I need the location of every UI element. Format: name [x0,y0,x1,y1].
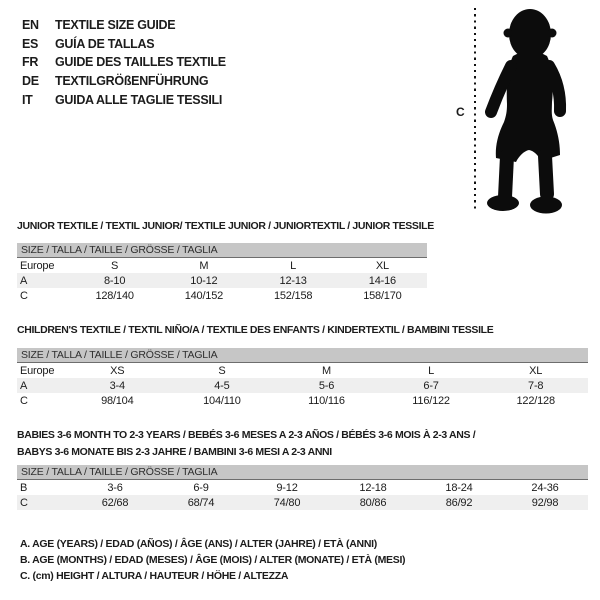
size-value-cell: 86/92 [416,495,502,510]
size-value-cell: 3-4 [65,378,170,393]
babies-size-table [17,465,588,510]
height-label-c: C [456,105,465,119]
size-value-cell: 158/170 [363,289,402,302]
row-label-cell: Europe [20,364,55,377]
language-code: DE [22,74,39,89]
table-row-europe [17,363,588,379]
table-title: BABIES 3-6 MONTH TO 2-3 YEARS / BEBÉS 3-6 MESES A 2-3 AÑOS / BÉBÉS 3-6 MOIS À 2-3 ANS / [17,429,476,441]
language-row-en [22,16,226,35]
size-value-cell: 92/98 [502,495,588,510]
row-label-cell: B [20,481,28,494]
size-value-cell: XL [529,364,543,377]
size-value-cell: 4-5 [170,378,275,393]
language-title: GUÍA DE TALLAS [55,36,155,51]
language-code: FR [22,55,39,70]
size-value-cell: 6-7 [379,378,484,393]
size-value-cell: 140/152 [184,289,224,302]
footnote-b: B. AGE (MONTHS) / EDAD (MESES) / ÂGE (MOIS) / ALTER (MONATE) / ETÀ (MESI) [20,553,406,566]
size-table-junior [17,218,434,303]
height-dotted-line [474,8,476,210]
language-row-fr [22,53,226,72]
language-row-es [22,35,226,54]
table-row-age [17,273,427,288]
size-value-cell: M [322,364,331,377]
baby-silhouette-icon [480,4,600,214]
size-value-cell: S [218,364,226,377]
size-value-cell: L [428,364,435,377]
table-row-height [17,495,588,510]
row-label-cell: C [20,289,28,302]
size-value-cell: 80/86 [330,495,416,510]
size-value-cell: 116/122 [412,394,450,407]
language-title: GUIDE DES TAILLES TEXTILE [55,55,226,70]
size-value-cell: 110/116 [308,394,345,407]
size-value-cell: 104/110 [203,394,241,407]
size-value-cell: 12-13 [249,273,338,288]
size-value-cell: XL [375,259,389,272]
size-value-cell: L [290,259,297,272]
size-value-cell: 8-10 [70,273,159,288]
row-label-cell: Europe [20,259,55,272]
language-title: TEXTILGRÖßENFÜHRUNG [55,74,209,89]
table-row-europe [17,258,427,274]
size-value-cell: 24-36 [531,481,559,494]
size-table-babies [17,427,588,510]
table-row-age [17,378,588,393]
footnote-c: C. (cm) HEIGHT / ALTURA / HAUTEUR / HÖHE / ALTEZZA [20,569,289,582]
language-row-de [22,72,226,91]
language-code: IT [22,92,33,107]
size-value-cell: 62/68 [72,495,158,510]
table-title: JUNIOR TEXTILE / TEXTIL JUNIOR/ TEXTILE JUNIOR / JUNIORTEXTIL / JUNIOR TESSILE [17,220,434,232]
size-value-cell: 68/74 [158,495,244,510]
size-value-cell: 152/158 [273,289,313,302]
language-title: TEXTILE SIZE GUIDE [55,18,176,33]
size-value-cell: 128/140 [95,289,134,302]
size-value-cell: S [111,259,119,272]
language-code: ES [22,36,39,51]
footnotes [20,537,405,584]
size-value-cell: 98/104 [101,394,134,407]
row-label-cell: A [17,273,70,288]
footnote-a: A. AGE (YEARS) / EDAD (AÑOS) / ÂGE (ANS) / ALTER (JAHRE) / ETÀ (ANNI) [20,538,377,550]
size-header-bar: SIZE / TALLA / TAILLE / GRÖSSE / TAGLIA [17,348,588,363]
row-label-cell: C [20,394,28,407]
size-value-cell: 18-24 [445,481,473,494]
language-list [22,16,226,109]
size-value-cell: 7-8 [483,378,588,393]
size-value-cell: 10-12 [159,273,248,288]
row-label-cell: C [17,495,72,510]
language-row-it [22,90,226,109]
size-header-bar: SIZE / TALLA / TAILLE / GRÖSSE / TAGLIA [17,465,588,480]
size-header-bar: SIZE / TALLA / TAILLE / GRÖSSE / TAGLIA [17,243,427,258]
size-table-children [17,322,588,408]
size-value-cell: 12-18 [359,481,387,494]
size-value-cell: 3-6 [107,481,123,494]
size-value-cell: 14-16 [338,273,427,288]
size-value-cell: 122/128 [516,394,555,407]
language-title: GUIDA ALLE TAGLIE TESSILI [55,92,223,107]
size-value-cell: 9-12 [276,481,298,494]
language-code: EN [22,18,39,33]
size-value-cell: XS [110,364,125,377]
table-row-age-months [17,480,588,496]
size-value-cell: 5-6 [274,378,379,393]
size-value-cell: M [199,259,209,272]
row-label-cell: A [17,378,65,393]
size-value-cell: 74/80 [244,495,330,510]
junior-size-table [17,243,427,303]
table-row-height [17,288,427,303]
children-size-table [17,348,588,408]
table-title-line2: BABYS 3-6 MONATE BIS 2-3 JAHRE / BAMBINI 3-6 MESI A 2-3 ANNI [17,446,332,458]
table-title: CHILDREN'S TEXTILE / TEXTIL NIÑO/A / TEXTILE DES ENFANTS / KINDERTEXTIL / BAMBINI TESSILE [17,324,494,336]
table-row-height [17,393,588,408]
size-value-cell: 6-9 [193,481,209,494]
